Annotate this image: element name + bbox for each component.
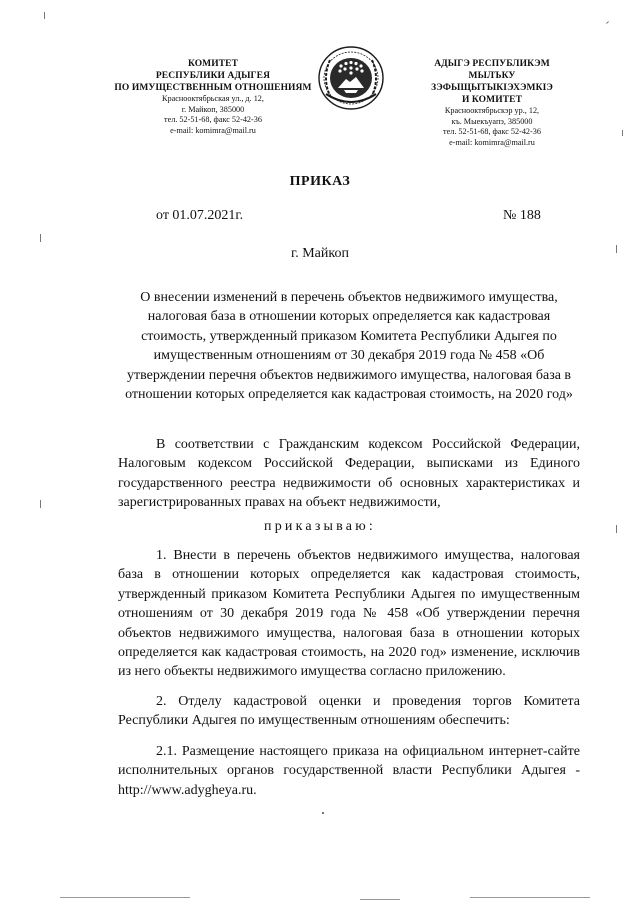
header-right-line3: И КОМИТЕТ <box>461 95 523 105</box>
scan-artifact-mark <box>616 245 617 253</box>
orders-word: приказываю: <box>264 519 376 534</box>
header-left-email: e-mail: komimra@mail.ru <box>170 125 256 135</box>
header-left-line2: РЕСПУБЛИКИ АДЫГЕЯ <box>155 71 271 81</box>
scan-artifact-mark <box>616 525 617 533</box>
republic-emblem-icon <box>316 44 386 112</box>
header-left-block <box>108 58 318 136</box>
scan-bottom-line <box>60 897 190 898</box>
scan-artifact-mark <box>322 812 324 814</box>
scan-artifact-mark <box>40 500 41 508</box>
header-right-line2: МЫЛЪКУ ЗЭФЫЩЫТЫКІЭХЭМКІЭ <box>431 71 553 93</box>
header-left-line3: ПО ИМУЩЕСТВЕННЫМ ОТНОШЕНИЯМ <box>114 83 312 93</box>
item-2-paragraph: 2. Отделу кадастровой оценки и проведения торгов Комитета Республики Адыгея по имущественным отношениям обеспечить: <box>118 694 580 729</box>
header-right-email: e-mail: komimra@mail.ru <box>449 137 535 147</box>
item-2-1-paragraph: 2.1. Размещение настоящего приказа на официальном интернет-сайте исполнительных органов государственной власти Республики Адыгея - http://www.adygheya.ru. <box>118 744 580 798</box>
document-title: ПРИКАЗ <box>289 174 351 189</box>
item-1-paragraph: 1. Внести в перечень объектов недвижимого имущества, налоговая база в отношении которых определяется как кадастровая стоимость, утвержденный приказом Комитета Республики Адыгея по имущественным отношениям от 30 декабря 2019 года № 458 «Об утверждении перечня объектов недвижимого имущества, налоговая база в отношении которых определяется как кадастровая стоимость, на 2020 год» изменение, исключив из него объекты недвижимого имущества согласно приложению. <box>118 548 580 680</box>
header-right-phone: тел. 52-51-68, факс 52-42-36 <box>443 127 541 136</box>
document-subject: О внесении изменений в перечень объектов недвижимого имущества, налоговая база в отношении которых определяется как кадастровая стоимость, утвержденный приказом Комитета Республики Адыгея по имущественным отношениям от 30 декабря 2019 года № 458 «Об утверждении перечня объектов недвижимого имущества, налоговая база в отношении которых определяется как кадастровая стоимость, на 2020 год» <box>125 290 573 403</box>
header-left-address: Краснооктябрьская ул., д. 12, <box>162 94 264 103</box>
header-right-city: къ. Мыекъуапэ, 385000 <box>451 116 533 126</box>
scan-bottom-line <box>360 899 400 900</box>
scan-artifact-mark <box>44 12 45 19</box>
header-right-address: Краснооктябрьскэр ур., 12, <box>444 106 540 115</box>
document-date: от 01.07.2021г. <box>156 208 244 223</box>
preamble-paragraph: В соответствии с Гражданским кодексом Российской Федерации, Налоговым кодексом Российской Федерации, выписками из Единого государственного реестра недвижимости об основных характеристиках и зарегистрированных правах на объект недвижимости, <box>118 437 580 511</box>
scan-bottom-line <box>470 897 590 898</box>
header-left-city: г. Майкоп, 385000 <box>181 104 245 114</box>
header-right-block <box>410 58 574 148</box>
scan-artifact-mark <box>622 130 623 136</box>
header-left-line1: КОМИТЕТ <box>187 59 239 69</box>
scan-artifact-mark <box>40 234 41 242</box>
header-right-line1: АДЫГЭ РЕСПУБЛИКЭМ <box>434 59 550 69</box>
scan-artifact-mark <box>606 21 609 24</box>
header-left-phone: тел. 52-51-68, факс 52-42-36 <box>164 115 262 124</box>
document-city: г. Майкоп <box>291 246 349 261</box>
document-number: № 188 <box>503 208 541 223</box>
